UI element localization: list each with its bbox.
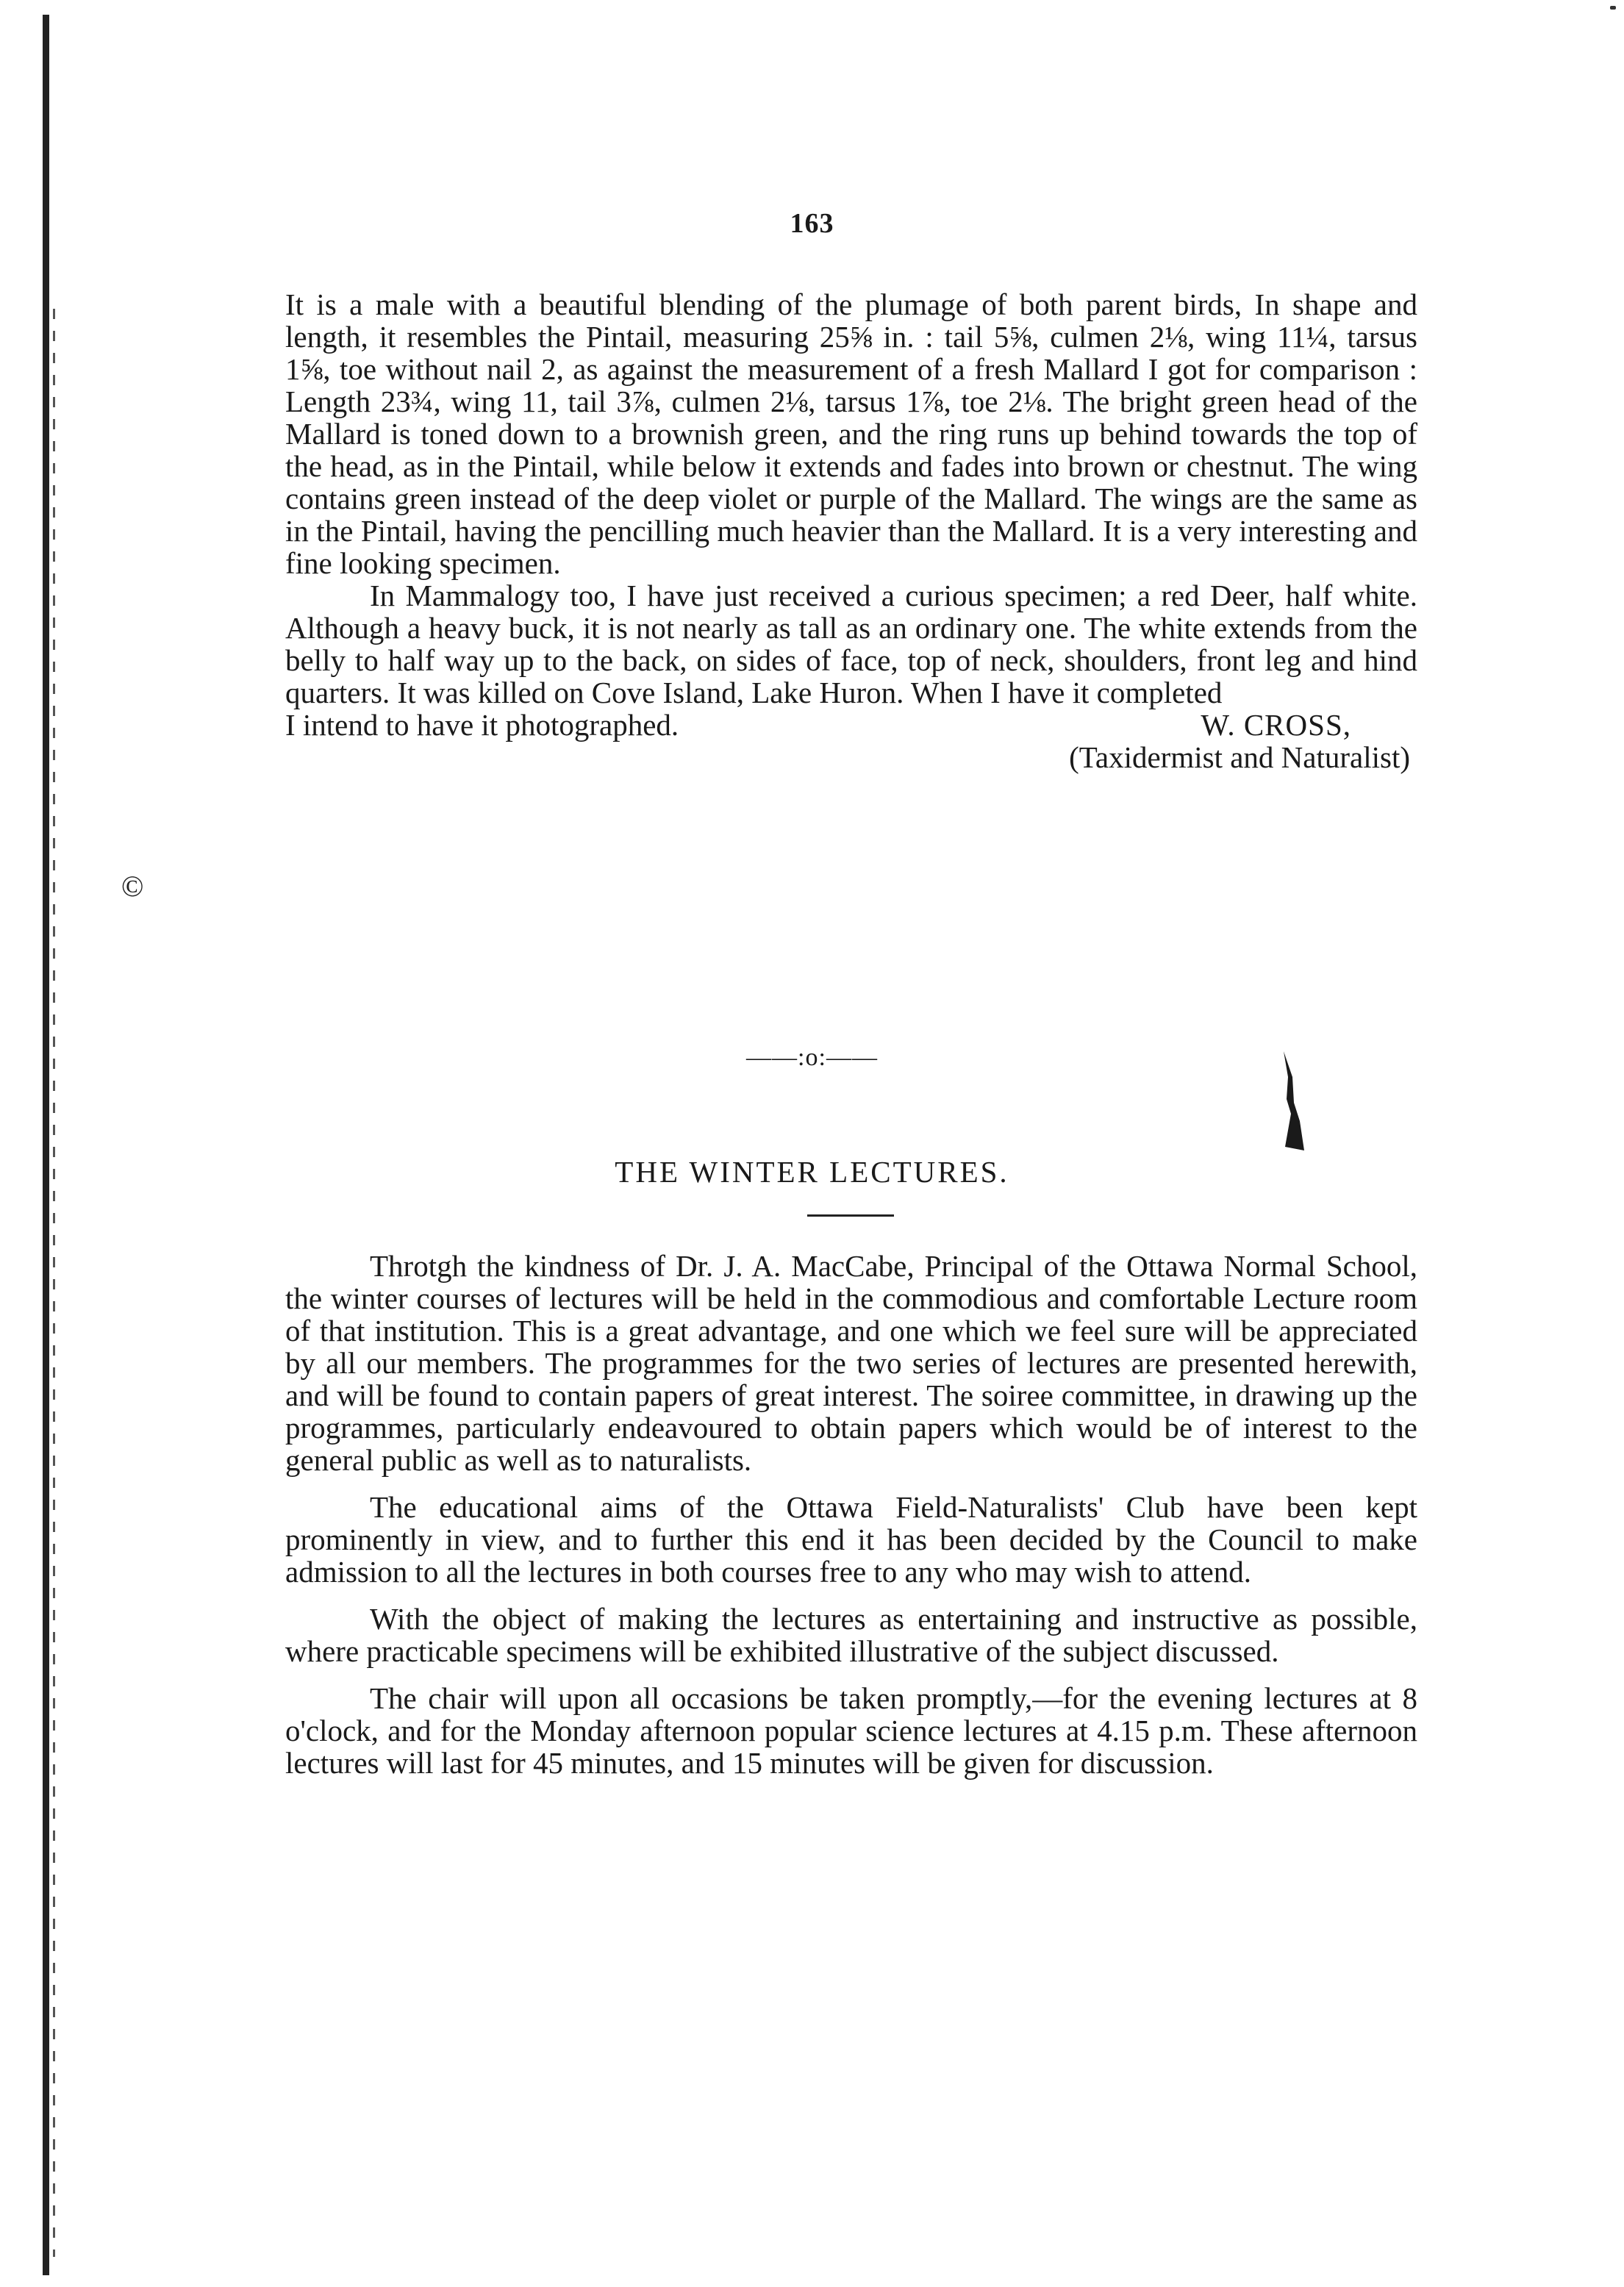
corner-speck: [1610, 6, 1616, 10]
signature-name: W. CROSS,: [1201, 708, 1351, 742]
section-separator: ——:o:——: [746, 1044, 878, 1071]
section-paragraph: With the object of making the lectures as entertaining and instructive as possible, where practicable specimens will be exhibited illustrative of the subject discussed.: [285, 1602, 1417, 1668]
section-paragraph: The chair will upon all occasions be taken promptly,—for the evening lectures at 8 o'clock, and for the Monday afternoon popular science lectures at 4.15 p.m. These afternoon lectures will last for 45 minutes, and 15 minutes will be given for discussion.: [285, 1681, 1417, 1780]
article-body: [285, 288, 1417, 773]
binding-edge-marks: [53, 309, 55, 2257]
section-paragraph: Throtgh the kindness of Dr. J. A. MacCabe, Principal of the Ottawa Normal School, the winter courses of lectures will be held in the commodious and comfortable Lecture room of that institution. This is a great advantage, and one which we feel sure will be appreciated by all our members. The programmes for the two series of lectures are presented herewith, and will be found to contain papers of great interest. The soiree committee, in drawing up the programmes, particularly endeavoured to obtain papers which would be of interest to the general public as well as to naturalists.: [285, 1249, 1417, 1477]
margin-mark: ©: [121, 870, 144, 903]
closing-row: [285, 709, 1417, 741]
article-paragraph: In Mammalogy too, I have just received a curious specimen; a red Deer, half white. Although a heavy buck, it is not nearly as tall as an ordinary one. The white extends from the belly to half way up to the back, on sides of face, top of neck, shoulders, front leg and hind quarters. It was killed on Cove Island, Lake Huron. When I have it completed: [285, 579, 1417, 709]
article-paragraph: It is a male with a beautiful blending of the plumage of both parent birds, In shape and length, it resembles the Pintail, measuring 25⅝ in. : tail 5⅝, culmen 2⅛, wing 11¼, tarsus 1⅝, toe without nail 2, as against the measurement of a fresh Mallard I got for comparison : Length 23¾, wing 11, tail 3⅞, culmen 2⅛, tarsus 1⅞, toe 2⅛. The bright green head of the Mallard is toned down to a brownish green, and the ring runs up behind towards the top of the head, as in the Pintail, while below it extends and fades into brown or chestnut. The wing contains green instead of the deep violet or purple of the Mallard. The wings are the same as in the Pintail, having the pencilling much heavier than the Mallard. It is a very interesting and fine looking specimen.: [285, 287, 1417, 580]
heading-rule: [807, 1214, 894, 1217]
ink-figure-mark: [1278, 1048, 1307, 1158]
closing-line: I intend to have it photographed.: [285, 708, 679, 742]
section-heading: THE WINTER LECTURES.: [615, 1155, 1009, 1189]
page-number: 163: [790, 208, 834, 239]
binding-edge-bar: [43, 15, 49, 2275]
signature-title: (Taxidermist and Naturalist): [1069, 740, 1410, 774]
section-body: [285, 1250, 1417, 1794]
section-paragraph: The educational aims of the Ottawa Field-Naturalists' Club have been kept prominently in view, and to further this end it has been decided by the Council to make admission to all the lectures in both courses free to any who may wish to attend.: [285, 1490, 1417, 1589]
